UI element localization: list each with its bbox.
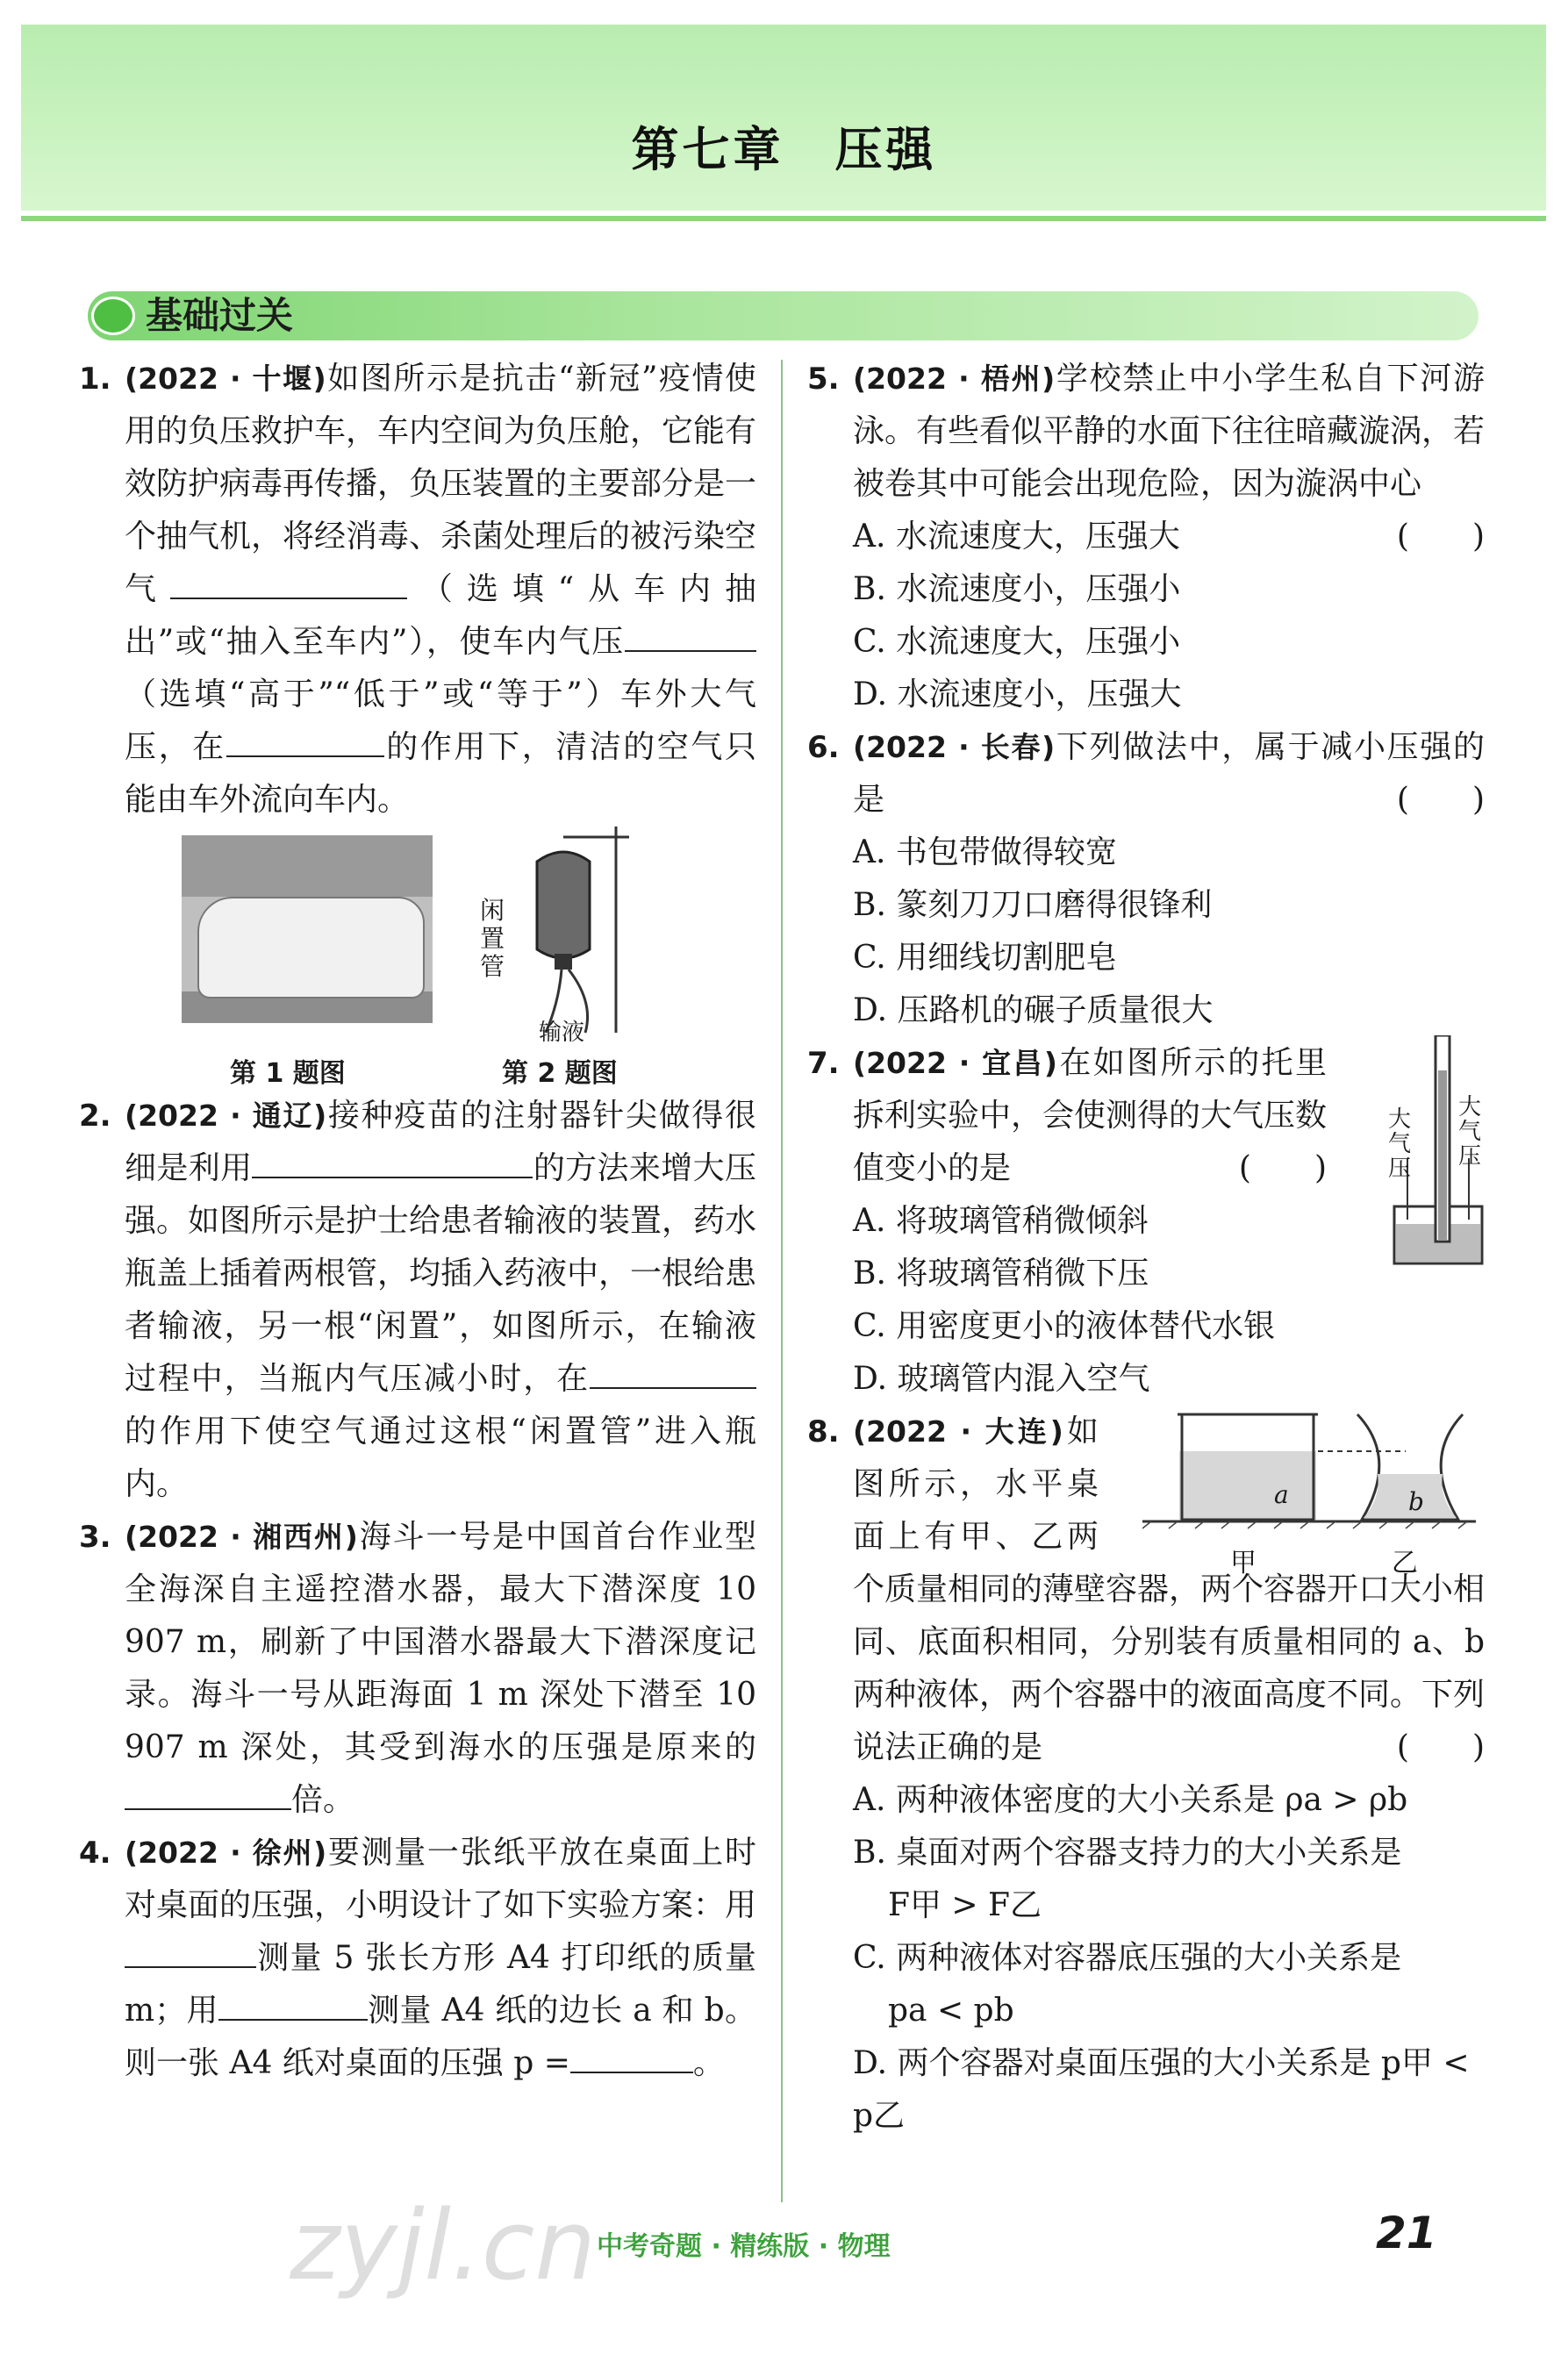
section-title: 基础过关 xyxy=(146,294,294,337)
container-yi-label: 乙 xyxy=(1392,1548,1418,1578)
ambulance-van xyxy=(197,897,425,998)
question-text: 测量 5 张长方形 A4 打印纸的质量 m；用 xyxy=(125,1940,756,2029)
question-source: (2022 · 梧州) xyxy=(853,361,1056,396)
question-number: 3. xyxy=(79,1520,111,1555)
option[interactable]: A. 将玻璃管稍微倾斜 xyxy=(853,1203,1149,1239)
option[interactable]: A. 书包带做得较宽 xyxy=(853,834,1117,870)
section-bar xyxy=(88,291,1479,340)
infusion-label: 输液 xyxy=(539,1020,585,1046)
option[interactable]: B. 桌面对两个容器支持力的大小关系是 xyxy=(853,1835,1402,1871)
idle-tube-label: 闲置管 xyxy=(480,896,505,981)
question-text: 的作用下，清洁的空气只能由车外流向车内。 xyxy=(125,729,756,818)
answer-parentheses[interactable]: ( ) xyxy=(1238,1150,1327,1186)
question-text: 如图所示是抗击“新冠”疫情使用的负压救护车，车内空间为负压舱，它能有效防护病毒再传播，负压装置的主要部分是一个抽气机，将经消毒、杀菌处理后的被污染空气 xyxy=(125,361,757,607)
question-source: (2022 · 宜昌) xyxy=(853,1046,1058,1080)
page-number: 21 xyxy=(1376,2208,1437,2258)
question-text: （选填“从车内抽出”或“抽入至车内”），使车内气压 xyxy=(125,571,756,660)
question-source: (2022 · 徐州) xyxy=(125,1836,327,1870)
container-jia-label: 甲 xyxy=(1230,1548,1257,1578)
question-8 xyxy=(809,1406,1485,2143)
figures-q1-q2 xyxy=(81,827,756,1090)
question-number: 6. xyxy=(807,730,840,765)
answer-blank[interactable] xyxy=(625,620,756,652)
question-6 xyxy=(809,721,1485,1037)
answer-blank[interactable] xyxy=(252,1147,533,1178)
option[interactable]: B. 将玻璃管稍微下压 xyxy=(853,1256,1149,1292)
option-continuation: pa < pb xyxy=(888,1993,1014,2029)
answer-blank[interactable] xyxy=(590,1357,756,1389)
atmospheric-pressure-label-right: 大气压 xyxy=(1458,1094,1482,1170)
question-text: 在如图所示的托里拆利实验中，会使测得的大气压数值变小的是 xyxy=(853,1045,1328,1186)
question-text: 要测量一张纸平放在桌面上时对桌面的压强，小明设计了如下实验方案：用 xyxy=(125,1835,757,1923)
answer-blank[interactable] xyxy=(125,1779,291,1810)
question-text: 学校禁止中小学生私自下河游泳。有些看似平静的水面下往往暗藏漩涡，若被卷其中可能会出现危险，因为漩涡中心 xyxy=(853,361,1486,502)
question-text: 。 xyxy=(692,2045,725,2081)
question-1 xyxy=(81,353,756,827)
option[interactable]: C. 用密度更小的液体替代水银 xyxy=(853,1308,1276,1344)
option[interactable]: D. 压路机的碾子质量很大 xyxy=(853,992,1214,1028)
answer-parentheses[interactable]: ( ) xyxy=(1396,782,1485,818)
containers-diagram xyxy=(1142,1406,1476,1537)
answer-blank[interactable] xyxy=(125,1936,256,1968)
liquid-b-label: b xyxy=(1408,1487,1424,1516)
question-text: （选填“高于”“低于”或“等于”）车外大气压，在 xyxy=(125,676,756,765)
question-text: 的作用下使空气通过这根“闲置管”进入瓶内。 xyxy=(125,1414,756,1502)
question-number: 4. xyxy=(79,1836,111,1871)
question-text: 下列做法中，属于减小压强的是 xyxy=(853,729,1485,818)
left-column xyxy=(81,353,756,2090)
column-divider xyxy=(781,360,783,2202)
footer-brand: 中考奇题 · 精练版 · 物理 xyxy=(597,2231,891,2262)
question-text: 的方法来增大压强。如图所示是护士给患者输液的装置，药水瓶盖上插着两根管，均插入药液中，一根给患者输液，另一根“闲置”，如图所示，在输液过程中，当瓶内气压减小时，在 xyxy=(125,1150,757,1397)
question-number: 2. xyxy=(79,1099,111,1134)
option[interactable]: C. 水流速度大，压强小 xyxy=(853,624,1181,660)
option[interactable]: C. 用细线切割肥皂 xyxy=(853,940,1118,976)
option[interactable]: A. 两种液体密度的大小关系是 ρa > ρb xyxy=(853,1782,1408,1818)
question-5 xyxy=(809,353,1485,721)
option[interactable]: D. 两个容器对桌面压强的大小关系是 p甲 < p乙 xyxy=(853,2045,1470,2134)
infusion-diagram xyxy=(511,827,642,1037)
question-4 xyxy=(81,1827,756,2090)
option-continuation: F甲 > F乙 xyxy=(888,1887,1042,1923)
question-source: (2022 · 十堰) xyxy=(125,361,326,396)
question-2 xyxy=(81,1090,756,1511)
section-badge-icon xyxy=(91,297,135,335)
question-source: (2022 · 湘西州) xyxy=(125,1520,358,1554)
option[interactable]: A. 水流速度大，压强大 xyxy=(853,519,1180,555)
question-text: 倍。 xyxy=(291,1782,355,1818)
question-text: 如图所示，水平桌面上有甲、乙两个质量相同的薄壁容器，两个容器开口大小相同、底面积相同，分别装有质量相同的 a、b 两种液体，两个容器中的液面高度不同。下列说法正确的是 xyxy=(853,1414,1486,1765)
answer-blank[interactable] xyxy=(226,726,384,757)
option[interactable]: C. 两种液体对容器底压强的大小关系是 xyxy=(853,1940,1402,1976)
right-column xyxy=(809,353,1485,2143)
banner-divider xyxy=(21,216,1546,221)
figure-1-caption: 第 1 题图 xyxy=(230,1058,346,1089)
question-source: (2022 · 通辽) xyxy=(125,1099,327,1133)
atmospheric-pressure-label-left: 大气压 xyxy=(1388,1106,1412,1182)
option[interactable]: D. 水流速度小，压强大 xyxy=(853,676,1182,712)
question-3 xyxy=(81,1511,756,1827)
option[interactable]: B. 篆刻刀刀口磨得很锋利 xyxy=(853,887,1213,923)
question-text: 测量 A4 纸的边长 a 和 b。则一张 A4 纸对桌面的压强 p = xyxy=(125,1993,756,2081)
question-source: (2022 · 长春) xyxy=(853,730,1056,764)
question-number: 1. xyxy=(79,361,111,397)
question-7 xyxy=(809,1037,1485,1406)
answer-parentheses[interactable]: ( ) xyxy=(1396,1729,1485,1765)
answer-parentheses[interactable]: ( ) xyxy=(1396,519,1485,555)
question-number: 8. xyxy=(807,1414,840,1449)
question-source: (2022 · 大连) xyxy=(853,1414,1063,1449)
answer-blank[interactable] xyxy=(218,1989,368,2021)
answer-blank[interactable] xyxy=(570,2042,693,2073)
option[interactable]: B. 水流速度小，压强小 xyxy=(853,571,1181,607)
liquid-a-label: a xyxy=(1274,1480,1289,1509)
question-text: 海斗一号是中国首台作业型全海深自主遥控潜水器，最大下潜深度 10 907 m，刷新了中国潜水器最大下潜深度记录。海斗一号从距海面 1 m 深处下潜至 10 907 m 深处，其受到海水的压强是原来的 xyxy=(125,1519,756,1765)
figure-2-caption: 第 2 题图 xyxy=(502,1058,618,1089)
answer-blank[interactable] xyxy=(170,568,407,599)
question-number: 5. xyxy=(807,361,840,397)
question-text: 接种疫苗的注射器针尖做得很细是利用 xyxy=(125,1098,756,1186)
watermark: zyjl.cn xyxy=(290,2189,597,2301)
option[interactable]: D. 玻璃管内混入空气 xyxy=(853,1361,1150,1397)
chapter-title: 第七章 压强 xyxy=(631,122,937,177)
question-number: 7. xyxy=(807,1046,840,1081)
ambulance-photo xyxy=(182,835,433,1023)
